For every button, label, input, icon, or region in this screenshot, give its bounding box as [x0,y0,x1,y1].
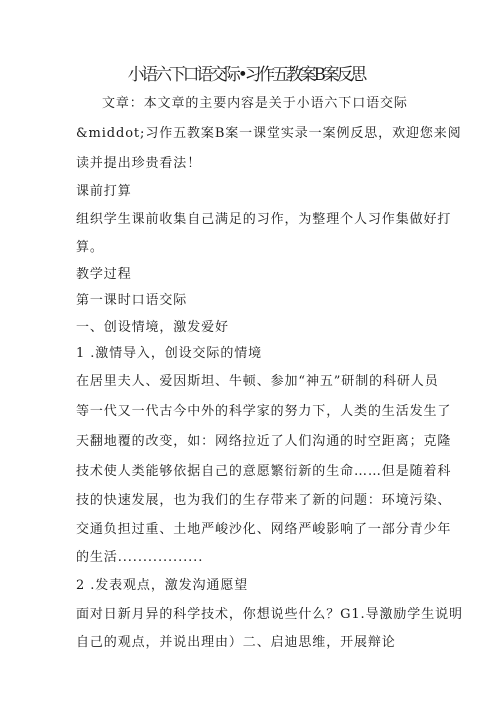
paragraph-line: 天翻地覆的改变，如：网络拉近了人们沟通的时空距离；克隆 [76,434,452,449]
paragraph-line: 等一代又一代古今中外的科学家的努力下，人类的生活发生了 [76,404,452,419]
document-title: 小语六下口语交际•习作五教案B案反思 [127,65,365,85]
paragraph-line: 文章：本文章的主要内容是关于小语六下口语交际 [102,96,408,111]
paragraph-line: 自己的观点，并说出理由）二、启迪思维，开展辩论 [76,635,396,650]
paragraph-line: 技术使人类能够依据自己的意愿繁衍新的生命……但是随着科 [76,464,452,479]
paragraph-line: 面对日新月异的科学技术，你想说些什么？G1.导激励学生说明 [76,607,463,622]
paragraph-line: 技的快速发展，也为我们的生存带来了新的问题：环境污染、 [76,493,452,508]
section-heading: 课前打算 [76,184,132,199]
section-heading: 2 .发表观点，激发沟通愿望 [76,578,249,593]
section-heading: 第一课时口语交际 [76,293,188,308]
paragraph-line: 在居里夫人、爱因斯坦、牛顿、参加“神五”研制的科研人员 [76,374,439,389]
section-heading: 一、创设情境，激发爱好 [76,320,229,335]
paragraph-line: 组织学生课前收集自己满足的习作，为整理个人习作集做好打 [76,212,452,227]
paragraph-line: 读并提出珍贵看法！ [76,156,202,171]
paragraph-line: 的生活................. [76,550,204,565]
section-heading: 1 .激情导入，创设交际的情境 [76,346,263,361]
paragraph-line: 交通负担过重、土地严峻沙化、网络严峻影响了一部分青少年 [76,522,452,537]
paragraph-line: &middot;习作五教案B案一课堂实录一案例反思，欢迎您来阅 [76,126,462,141]
paragraph-line: 算。 [76,240,104,255]
section-heading: 教学过程 [76,267,132,282]
